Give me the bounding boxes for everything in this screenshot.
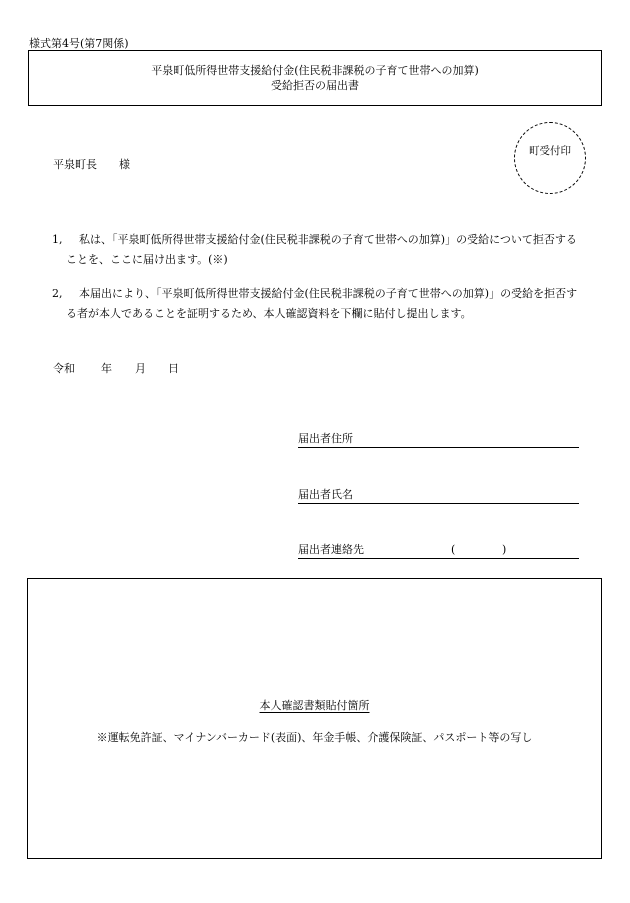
title-line-1: 平泉町低所得世帯支援給付金(住民税非課税の子育て世帯への加算) — [151, 64, 479, 77]
attachment-title: 本人確認書類貼付箇所 — [259, 699, 370, 712]
attachment-note: ※運転免許証、マイナンバーカード(表面)、年金手帳、介護保険証、パスポート等の写し — [96, 731, 533, 744]
addressee — [53, 156, 130, 172]
applicant-name-field[interactable] — [298, 487, 579, 504]
date-era: 令和 — [53, 362, 75, 375]
applicant-contact-field[interactable] — [298, 542, 579, 559]
applicant-address-field[interactable] — [298, 431, 579, 448]
statement-item-2 — [52, 284, 582, 324]
date-day-label: 日 — [168, 362, 179, 375]
statement-item-1 — [52, 230, 582, 270]
date-year-label: 年 — [101, 362, 112, 375]
contact-paren-close: ) — [502, 543, 507, 556]
statement-item-1-number: 1, — [52, 233, 63, 246]
reception-stamp-circle — [514, 122, 586, 194]
reception-stamp-label: 町受付印 — [529, 145, 571, 157]
statement-item-2-number: 2, — [52, 287, 63, 300]
form-number: 様式第4号(第7関係) — [29, 37, 129, 50]
applicant-contact-label: 届出者連絡先 — [298, 543, 364, 556]
id-document-attachment-area — [27, 578, 602, 859]
applicant-name-label: 届出者氏名 — [298, 488, 353, 501]
applicant-address-label: 届出者住所 — [298, 432, 353, 445]
contact-paren-open: ( — [451, 543, 456, 556]
title-box — [28, 50, 602, 106]
title-line-2: 受給拒否の届出書 — [271, 79, 359, 92]
addressee-name: 平泉町長 — [53, 158, 97, 171]
date-line — [53, 360, 179, 376]
statement-item-1-text: 私は、「平泉町低所得世帯支援給付金(住民税非課税の子育て世帯への加算)」の受給について拒否することを、ここに届け出ます。(※) — [66, 233, 577, 266]
addressee-honorific: 様 — [119, 158, 130, 171]
date-month-label: 月 — [135, 362, 146, 375]
statement-item-2-text: 本届出により、「平泉町低所得世帯支援給付金(住民税非課税の子育て世帯への加算)」の受給を拒否する者が本人であることを証明するため、本人確認資料を下欄に貼付し提出します。 — [66, 287, 578, 320]
